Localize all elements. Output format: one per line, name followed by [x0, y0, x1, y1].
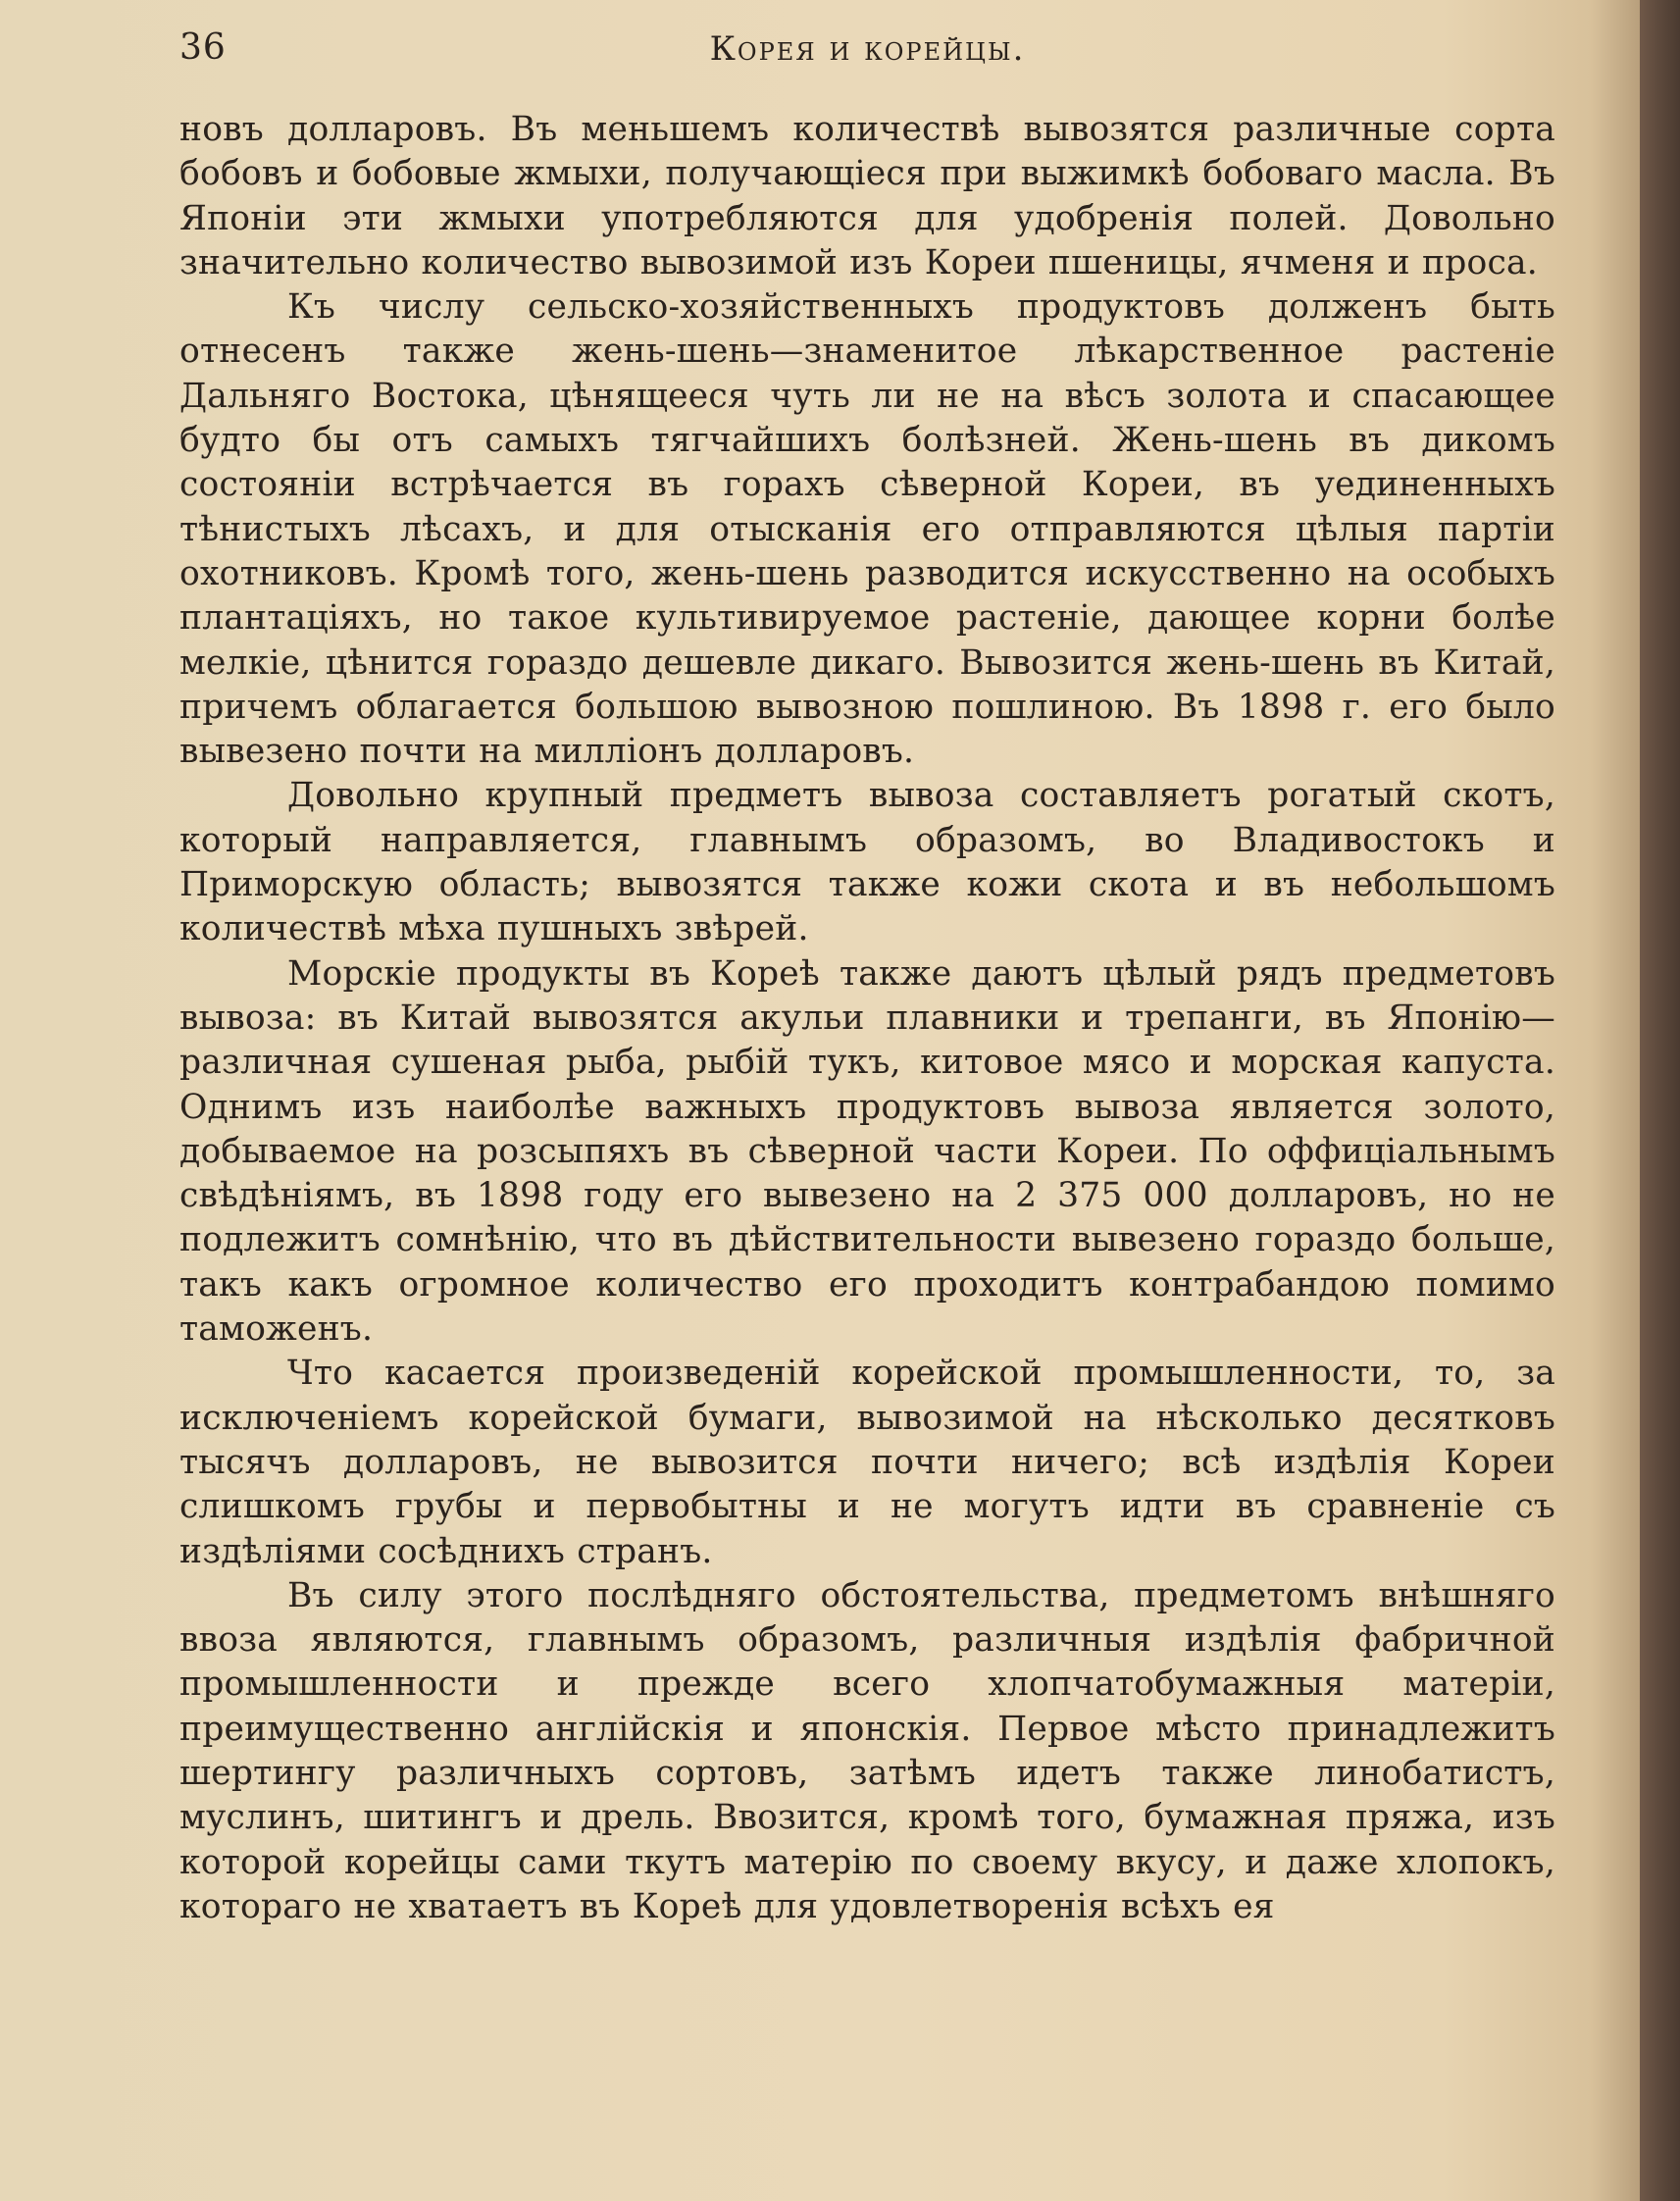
body-text: [179, 108, 1555, 1929]
book-edge: [1640, 0, 1680, 2201]
paragraph-sea-products: Морскіе продукты въ Кореѣ также даютъ цѣлый рядъ предметовъ вывоза: въ Китай вывозятся акульи плавники и трепанги, въ Японію—различная сушеная рыба, рыбій тукъ, китовое мясо и морская капуста. Однимъ изъ наиболѣе важныхъ продуктовъ вывоза является золото, добываемое на розсыпяхъ въ сѣверной части Кореи. По оффиціальнымъ свѣдѣніямъ, въ 1898 году его вывезено на 2 375 000 долларовъ, но не подлежитъ сомнѣнію, что въ дѣйствительности вывезено гораздо больше, такъ какъ огромное количество его проходитъ контрабандою помимо таможенъ.: [179, 953, 1555, 1350]
paragraph-imports: Въ силу этого послѣдняго обстоятельства, предметомъ внѣшняго ввоза являются, главнымъ образомъ, различныя издѣлія фабричной промышленности и прежде всего хлопчатобумажныя матеріи, преимущественно англійскія и японскія. Первое мѣсто принадлежитъ шертингу различныхъ сортовъ, затѣмъ идетъ также линобатистъ, муслинъ, шитингъ и дрель. Ввозится, кромѣ того, бумажная пряжа, изъ которой корейцы сами ткутъ матерію по своему вкусу, и даже хлопокъ, котораго не хватаетъ въ Кореѣ для удовлетворенія всѣхъ ея: [179, 1575, 1555, 1926]
paragraph-industry: Что касается произведеній корейской промышленности, то, за исключеніемъ корейской бумаги, вывозимой на нѣсколько десятковъ тысячъ долларовъ, не вывозится почти ничего; всѣ издѣлія Кореи слишкомъ грубы и первобытны и не могутъ идти въ сравненіе съ издѣліями сосѣднихъ странъ.: [179, 1354, 1555, 1571]
paragraph-cattle: Довольно крупный предметъ вывоза составляетъ рогатый скотъ, который направляется, главнымъ образомъ, во Владивостокъ и Приморскую область; вывозятся также кожи скота и въ небольшомъ количествѣ мѣха пушныхъ звѣрей.: [179, 776, 1555, 949]
page-number: 36: [179, 27, 227, 68]
paragraph-continuation: новъ долларовъ. Въ меньшемъ количествѣ вывозятся различные сорта бобовъ и бобовые жмыхи, получающіеся при выжимкѣ бобоваго масла. Въ Японіи эти жмыхи употребляются для удобренія полей. Довольно значительно количество вывозимой изъ Кореи пшеницы, ячменя и проса.: [179, 110, 1555, 282]
page-header: [179, 27, 1555, 80]
paragraph-ginseng: Къ числу сельско-хозяйственныхъ продуктовъ долженъ быть отнесенъ также жень-шень—знаменитое лѣкарственное растеніе Дальняго Востока, цѣнящееся чуть ли не на вѣсъ золота и спасающее будто бы отъ самыхъ тягчайшихъ болѣзней. Жень-шень въ дикомъ состояніи встрѣчается въ горахъ сѣверной Кореи, въ уединенныхъ тѣнистыхъ лѣсахъ, и для отысканія его отправляются цѣлыя партіи охотниковъ. Кромѣ того, жень-шень разводится искусственно на особыхъ плантаціяхъ, но такое культивируемое растеніе, дающее корни болѣе мелкіе, цѣнится гораздо дешевле дикаго. Вывозится жень-шень въ Китай, причемъ облагается большою вывозною пошлиною. Въ 1898 г. его было вывезено почти на милліонъ долларовъ.: [179, 287, 1555, 772]
running-title: Корея и корейцы.: [709, 29, 1026, 69]
